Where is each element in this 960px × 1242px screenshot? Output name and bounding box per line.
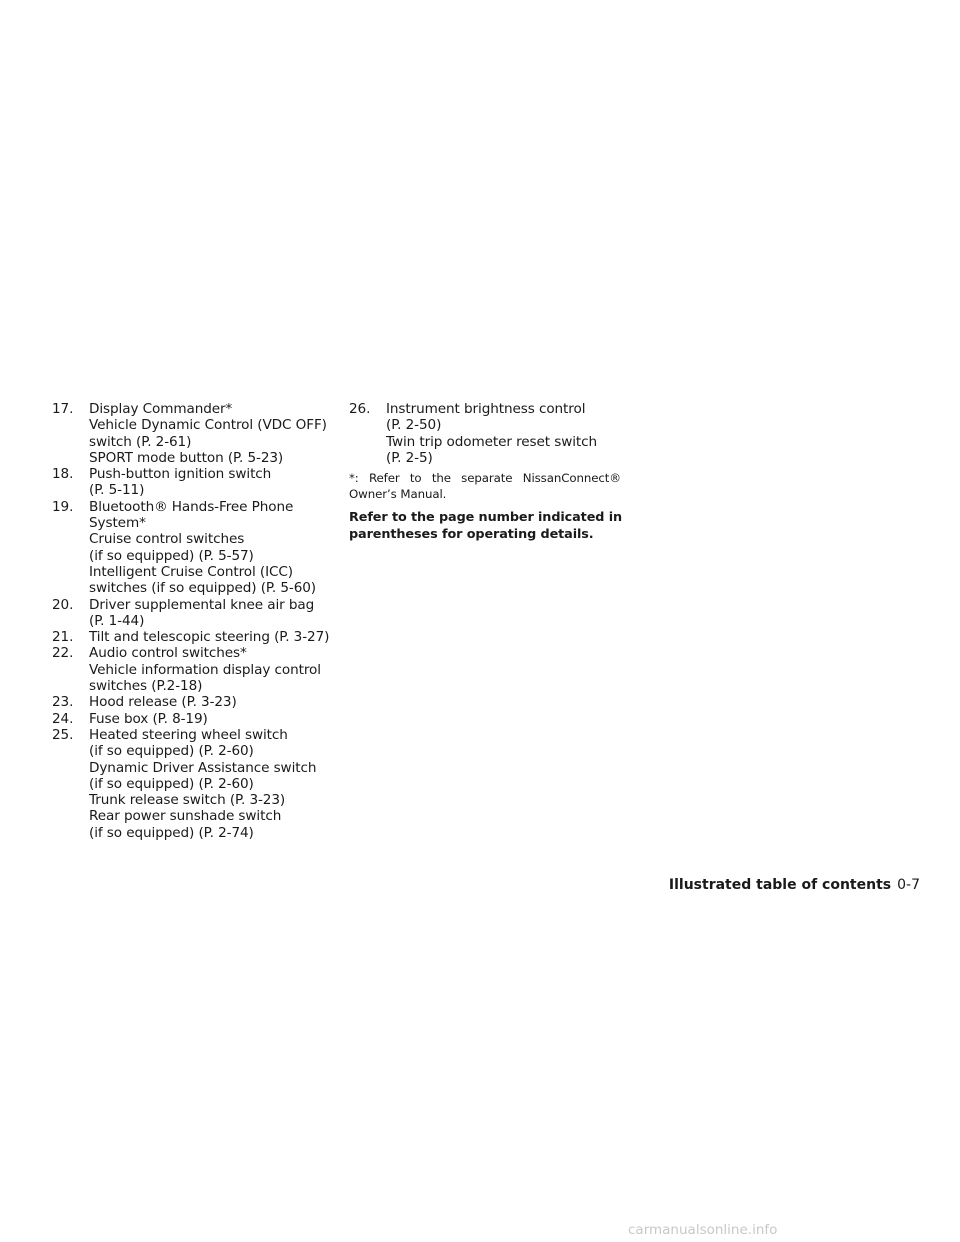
entry-line: System*: [89, 515, 146, 532]
toc-entry: [349, 401, 639, 466]
entry-line: switches (P.2-18): [89, 678, 203, 695]
entry-line: Tilt and telescopic steering (P. 3-27): [89, 629, 330, 646]
entry-line: switches (if so equipped) (P. 5-60): [89, 580, 317, 597]
entry-line: Instrument brightness control: [386, 401, 586, 417]
entry-line: Cruise control switches: [89, 531, 245, 548]
entry-number: 19.: [52, 498, 74, 515]
footnote: [349, 470, 621, 502]
entry-line: Intelligent Cruise Control (ICC): [89, 563, 294, 580]
section-title: Illustrated table of contents: [668, 877, 892, 893]
footnote-line: *: Refer to the separate NissanConnect®: [349, 471, 621, 486]
entry-line: SPORT mode button (P. 5-23): [89, 449, 284, 466]
entry-number: 23.: [52, 694, 74, 711]
entry-number: 18.: [52, 466, 74, 483]
entry-line: (if so equipped) (P. 2-60): [89, 743, 254, 760]
entry-line: switch (P. 2-61): [89, 433, 192, 450]
toc-entry: [52, 629, 342, 645]
page-footer: [640, 876, 920, 894]
entry-line: (if so equipped) (P. 2-74): [89, 824, 254, 841]
entry-line: (P. 2-5): [386, 449, 433, 466]
entry-line: (P. 1-44): [89, 612, 145, 629]
refer-note-line: Refer to the page number indicated in: [349, 510, 622, 526]
entry-line: Hood release (P. 3-23): [89, 694, 237, 711]
entry-number: 20.: [52, 596, 74, 613]
toc-entry: [52, 711, 342, 727]
toc-entry: [52, 727, 342, 841]
entry-line: Vehicle information display control: [89, 661, 321, 678]
entry-line: (P. 2-50): [386, 417, 442, 434]
toc-entry: [52, 466, 342, 499]
entry-line: Driver supplemental knee air bag: [89, 596, 315, 613]
entry-number: 26.: [349, 401, 371, 417]
left-column: [52, 401, 342, 841]
entry-line: (if so equipped) (P. 5-57): [89, 547, 254, 564]
entry-number: 17.: [52, 401, 74, 417]
right-entries: [349, 401, 639, 466]
entry-line: Dynamic Driver Assistance switch: [89, 759, 317, 776]
entry-line: Twin trip odometer reset switch: [386, 433, 598, 450]
entry-line: (P. 5-11): [89, 482, 145, 499]
toc-entry: [52, 597, 342, 630]
entry-line: Heated steering wheel switch: [89, 726, 288, 743]
entry-number: 22.: [52, 645, 74, 662]
entry-line: Trunk release switch (P. 3-23): [89, 792, 286, 809]
entry-number: 25.: [52, 726, 74, 743]
entry-line: Vehicle Dynamic Control (VDC OFF): [89, 417, 327, 434]
entry-number: 24.: [52, 710, 74, 727]
footnote-line: Owner’s Manual.: [349, 487, 447, 502]
refer-note-line: parentheses for operating details.: [349, 526, 594, 542]
refer-note: [349, 510, 621, 543]
toc-entry: [52, 401, 342, 466]
right-column: [349, 401, 639, 543]
entry-line: Audio control switches*: [89, 645, 247, 662]
entry-number: 21.: [52, 629, 74, 646]
toc-entry: [52, 645, 342, 694]
entry-line: Bluetooth® Hands-Free Phone: [89, 498, 294, 515]
entry-line: Push-button ignition switch: [89, 466, 272, 483]
toc-entry: [52, 694, 342, 710]
entry-line: Rear power sunshade switch: [89, 808, 282, 825]
toc-entry: [52, 499, 342, 597]
entry-line: Display Commander*: [89, 401, 233, 417]
entry-line: (if so equipped) (P. 2-60): [89, 775, 254, 792]
watermark: carmanualsonline.info: [628, 1222, 778, 1238]
page-number: 0-7: [897, 877, 920, 893]
entry-line: Fuse box (P. 8-19): [89, 710, 208, 727]
